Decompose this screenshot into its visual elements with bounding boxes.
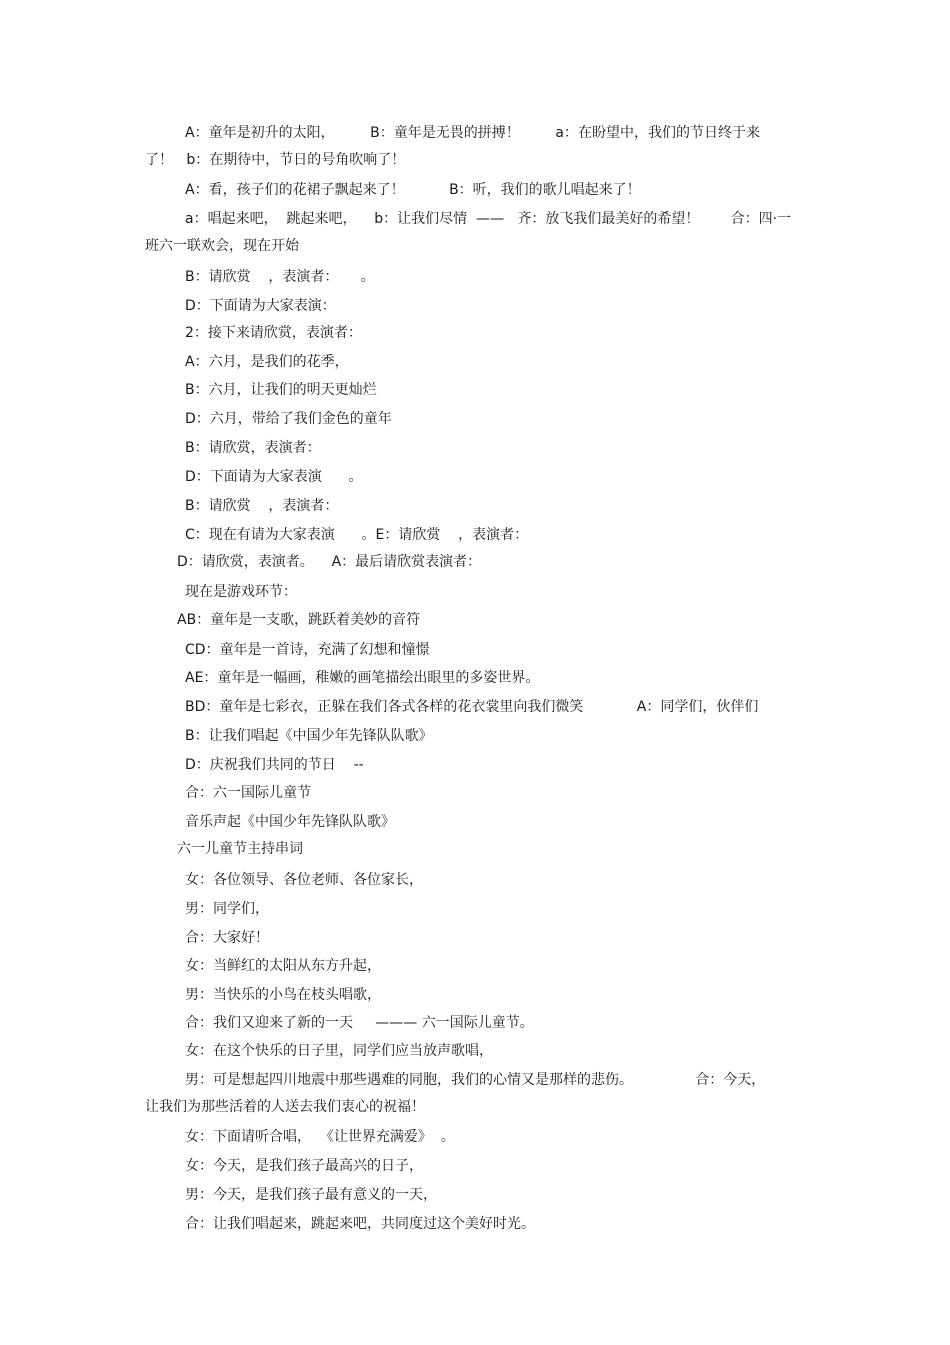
section-heading: 六一儿童节主持串词 bbox=[177, 841, 303, 857]
text-line: B：六月，让我们的明天更灿烂 bbox=[185, 382, 377, 398]
text-line: 女：在这个快乐的日子里，同学们应当放声歌唱， bbox=[185, 1043, 493, 1059]
text-line: 2：接下来请欣赏，表演者： bbox=[185, 325, 362, 341]
text-line: 合：六一国际儿童节 bbox=[185, 785, 311, 801]
text-line: A：六月，是我们的花季， bbox=[185, 354, 349, 370]
text-line: D：庆祝我们共同的节日 -- bbox=[185, 757, 364, 773]
text-line: 女：今天，是我们孩子最高兴的日子， bbox=[185, 1158, 423, 1174]
text-line: B：请欣赏 ，表演者： bbox=[185, 498, 339, 514]
text-line: BD：童年是七彩衣，正躲在我们各式各样的花衣裳里向我们微笑 A：同学们，伙伴们 bbox=[185, 699, 759, 715]
text-line: 班六一联欢会，现在开始 bbox=[145, 238, 299, 254]
text-line: D：请欣赏，表演者。 A：最后请欣赏表演者： bbox=[177, 554, 482, 570]
text-line: 让我们为那些活着的人送去我们衷心的祝福！ bbox=[145, 1099, 425, 1115]
text-line: AE：童年是一幅画，稚嫩的画笔描绘出眼里的多姿世界。 bbox=[185, 670, 540, 686]
text-line: 女：下面请听合唱， 《让世界充满爱》 。 bbox=[185, 1129, 455, 1145]
text-line: 合：让我们唱起来，跳起来吧，共同度过这个美好时光。 bbox=[185, 1216, 535, 1232]
text-line: D：下面请为大家表演 。 bbox=[185, 469, 363, 485]
text-line: B：请欣赏 ，表演者： 。 bbox=[185, 269, 375, 285]
text-line: B：让我们唱起《中国少年先锋队队歌》 bbox=[185, 728, 433, 744]
text-line: A：童年是初升的太阳， B：童年是无畏的拼搏！ a：在盼望中，我们的节日终于来 bbox=[185, 125, 760, 141]
text-line: A：看，孩子们的花裙子飘起来了！ B：听，我们的歌儿唱起来了！ bbox=[185, 182, 641, 198]
text-line: 男：当快乐的小鸟在枝头唱歌， bbox=[185, 987, 381, 1003]
text-line: 合：大家好！ bbox=[185, 930, 269, 946]
text-line: 现在是游戏环节： bbox=[185, 584, 297, 600]
text-line: 女：当鲜红的太阳从东方升起， bbox=[185, 958, 381, 974]
text-line: 男：可是想起四川地震中那些遇难的同胞，我们的心情又是那样的悲伤。 合：今天， bbox=[185, 1072, 766, 1088]
text-line: 音乐声起《中国少年先锋队队歌》 bbox=[185, 814, 395, 830]
text-line: 男：同学们， bbox=[185, 901, 269, 917]
text-line: CD：童年是一首诗，充满了幻想和憧憬 bbox=[185, 642, 430, 658]
text-line: D：六月，带给了我们金色的童年 bbox=[185, 411, 392, 427]
text-line: 女：各位领导、各位老师、各位家长， bbox=[185, 872, 423, 888]
text-line: a：唱起来吧， 跳起来吧， b：让我们尽情 —— 齐：放飞我们最美好的希望！ 合：四·一 bbox=[185, 211, 792, 227]
text-line: C：现在有请为大家表演 。E：请欣赏 ，表演者： bbox=[185, 527, 529, 543]
text-line: 男：今天，是我们孩子最有意义的一天， bbox=[185, 1187, 437, 1203]
text-line: D：下面请为大家表演： bbox=[185, 298, 336, 314]
text-line: 了！ b：在期待中，节日的号角吹响了！ bbox=[145, 152, 406, 168]
text-line: 合：我们又迎来了新的一天 ——— 六一国际儿童节。 bbox=[185, 1015, 534, 1031]
text-line: B：请欣赏，表演者： bbox=[185, 440, 321, 456]
text-line: AB：童年是一支歌，跳跃着美妙的音符 bbox=[177, 612, 421, 628]
